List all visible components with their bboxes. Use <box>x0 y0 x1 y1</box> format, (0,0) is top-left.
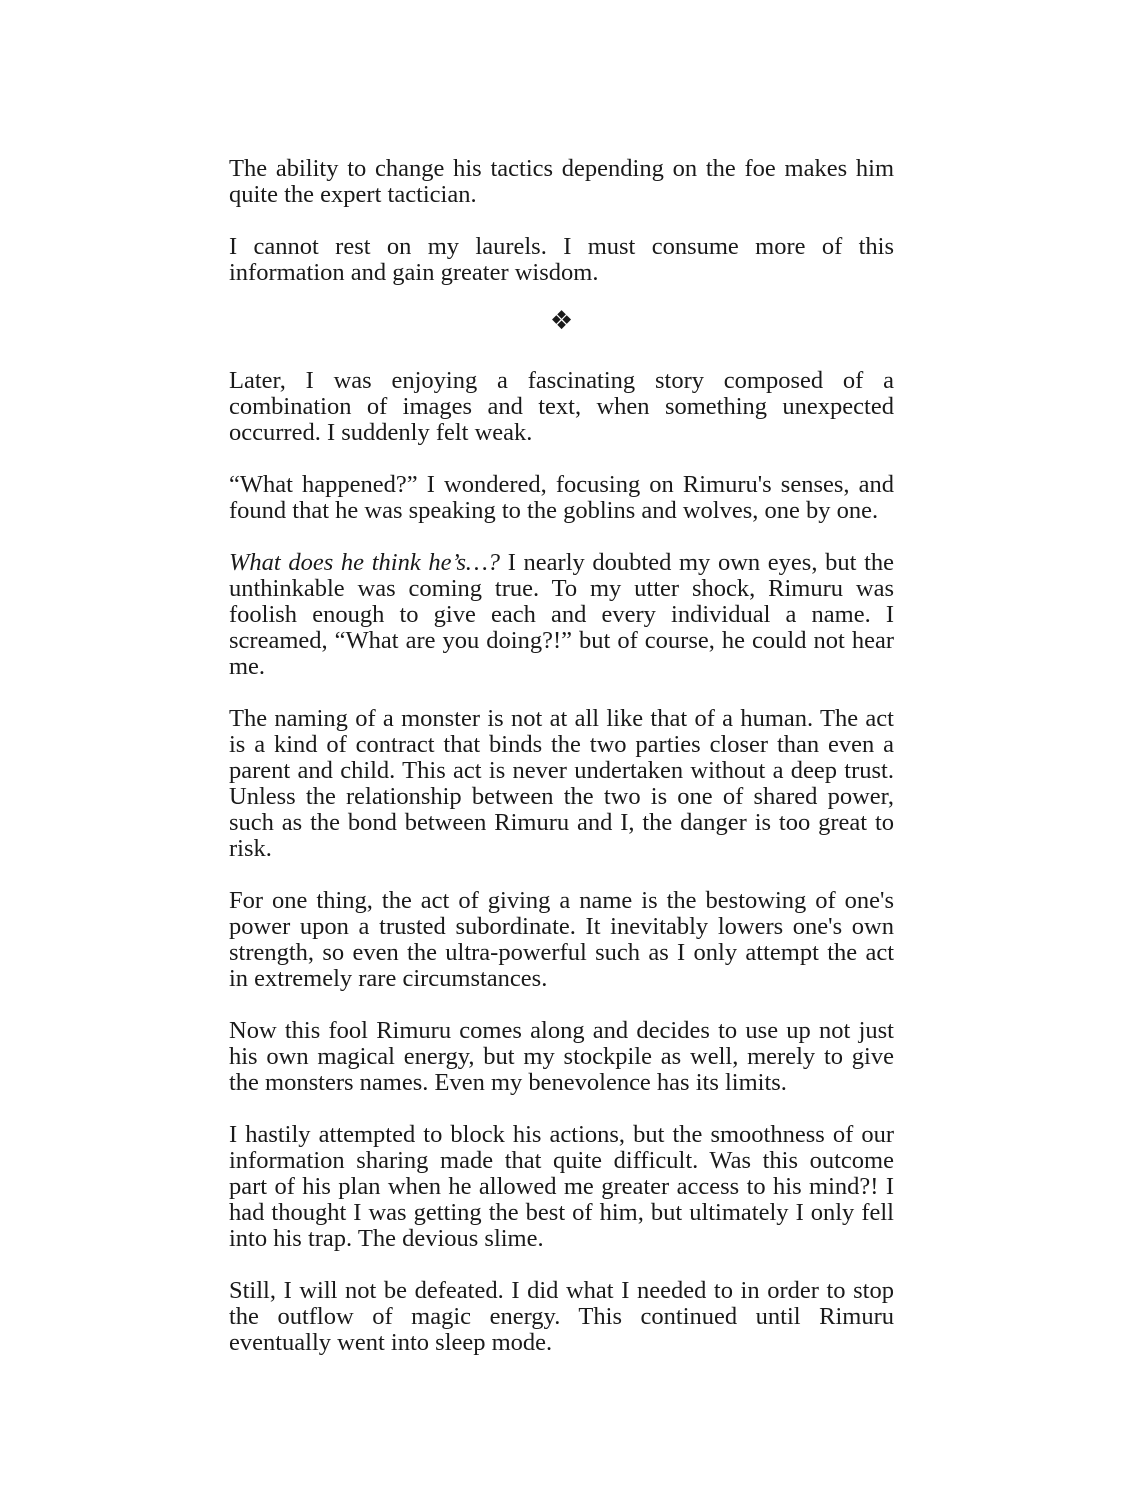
paragraph-naming-shock <box>229 550 894 680</box>
paragraph-fool-rimuru: Now this fool Rimuru comes along and decides to use up not just his own magical energy, but my stockpile as well, merely to give the monsters names. Even my benevolence has its limits. <box>229 1017 894 1096</box>
paragraph-laurels: I cannot rest on my laurels. I must consume more of this information and gain greater wisdom. <box>229 233 894 286</box>
page-body <box>229 156 894 1356</box>
paragraph-devious-slime: I hastily attempted to block his actions, but the smoothness of our information sharing made that quite difficult. Was this outcome part of his plan when he allowed me greater access to his mind?! I had thought I was getting the best of him, but ultimately I only fell into his trap. The devious slime. <box>229 1121 894 1252</box>
paragraph-what-happened: “What happened?” I wondered, focusing on Rimuru's senses, and found that he was speaking to the goblins and wolves, one by one. <box>229 471 894 524</box>
paragraph-bestowing-power: For one thing, the act of giving a name is the bestowing of one's power upon a trusted subordinate. It inevitably lowers one's own strength, so even the ultra-powerful such as I only attempt the act in extremely rare circumstances. <box>229 887 894 992</box>
paragraph-felt-weak: Later, I was enjoying a fascinating story composed of a combination of images and text, when something unexpected occurred. I suddenly felt weak. <box>229 367 894 446</box>
paragraph-sleep-mode: Still, I will not be defeated. I did what I needed to in order to stop the outflow of magic energy. This continued until Rimuru eventually went into sleep mode. <box>229 1277 894 1356</box>
paragraph-tactician: The ability to change his tactics depending on the foe makes him quite the expert tactician. <box>229 155 894 208</box>
paragraph-naming-contract: The naming of a monster is not at all like that of a human. The act is a kind of contract that binds the two parties closer than even a parent and child. This act is never undertaken without a deep trust. Unless the relationship between the two is one of shared power, such as the bond between Rimuru and I, the danger is too great to risk. <box>229 705 894 862</box>
scene-break-ornament: ❖ <box>549 306 574 336</box>
paragraph-naming-shock-text: I nearly doubted my own eyes, but the unthinkable was coming true. To my utter shock, Rimuru was foolish enough to give each and every individual a name. I screamed, “What are you doing?!” but of course, he could not hear me. <box>229 549 895 680</box>
italic-thought: What does he think he’s…? <box>229 549 501 576</box>
